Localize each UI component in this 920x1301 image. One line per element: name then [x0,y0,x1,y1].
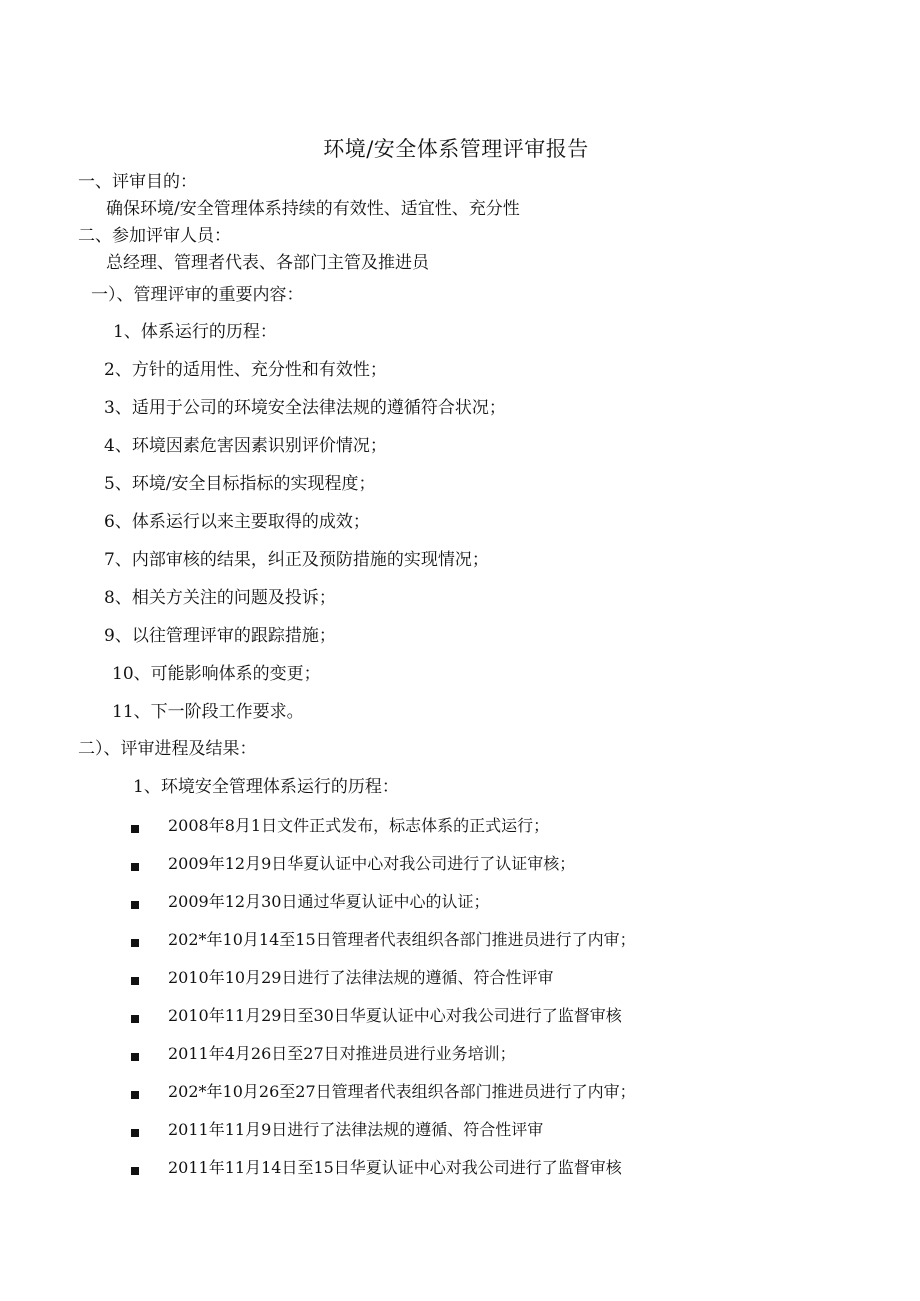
content-item: 10、可能影响体系的变更； [112,664,321,684]
content-item: 9、以往管理评审的跟踪措施； [104,626,336,646]
content-item: 3、适用于公司的环境安全法律法规的遵循符合状况； [104,398,506,418]
part2-heading: 二）、评审进程及结果： [78,739,257,759]
bullet-icon [131,1167,139,1175]
part2-subheading: 1、环境安全管理体系运行的历程： [133,777,399,797]
content-item: 2、方针的适用性、充分性和有效性； [104,360,387,380]
section2-heading: 二、参加评审人员： [78,226,231,246]
event-item: 2011年4月26日至27日对推进员进行业务培训； [168,1044,516,1063]
event-item: 2011年11月9日进行了法律法规的遵循、符合性评审 [168,1120,544,1139]
bullet-icon [131,863,139,871]
part1-heading: 一）、管理评审的重要内容： [91,285,304,305]
content-item: 6、体系运行以来主要取得的成效； [104,512,370,532]
content-item: 11、下一阶段工作要求。 [112,702,304,722]
content-item: 1、体系运行的历程： [113,322,277,342]
bullet-icon [131,939,139,947]
section2-content: 总经理、管理者代表、各部门主管及推进员 [106,253,429,273]
event-item: 2009年12月9日华夏认证中心对我公司进行了认证审核； [168,854,576,873]
bullet-icon [131,1129,139,1137]
content-item: 7、内部审核的结果，纠正及预防措施的实现情况； [104,550,489,570]
bullet-icon [131,1053,139,1061]
bullet-icon [131,825,139,833]
bullet-icon [131,977,139,985]
content-item: 8、相关方关注的问题及投诉； [104,588,336,608]
bullet-icon [131,1091,139,1099]
section1-content: 确保环境/安全管理体系持续的有效性、适宜性、充分性 [106,199,520,219]
event-item: 202*年10月14至15日管理者代表组织各部门推进员进行了内审； [168,930,636,949]
event-item: 2010年11月29日至30日华夏认证中心对我公司进行了监督审核 [168,1006,622,1025]
bullet-icon [131,1015,139,1023]
event-item: 2011年11月14日至15日华夏认证中心对我公司进行了监督审核 [168,1158,622,1177]
bullet-icon [131,901,139,909]
event-item: 2009年12月30日通过华夏认证中心的认证； [168,892,490,911]
content-item: 5、环境/安全目标指标的实现程度； [104,474,376,494]
section1-heading: 一、评审目的： [78,172,197,192]
content-item: 4、环境因素危害因素识别评价情况； [104,436,387,456]
event-item: 2010年10月29日进行了法律法规的遵循、符合性评审 [168,968,554,987]
document-title: 环境/安全体系管理评审报告 [323,137,589,161]
event-item: 202*年10月26至27日管理者代表组织各部门推进员进行了内审； [168,1082,636,1101]
event-item: 2008年8月1日文件正式发布，标志体系的正式运行； [168,816,550,835]
